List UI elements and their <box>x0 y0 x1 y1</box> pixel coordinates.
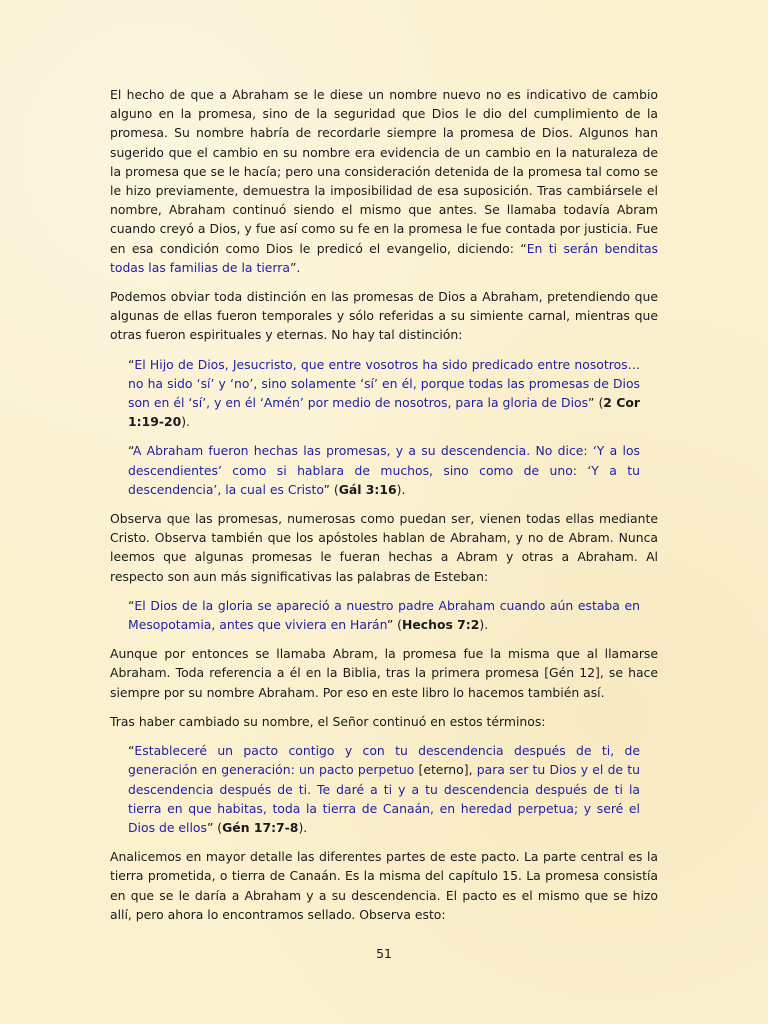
quote-1-close: ” ( <box>588 395 604 411</box>
quote-4-open: “ <box>128 743 135 759</box>
quote-3-end: ). <box>479 617 489 633</box>
quote-1-end: ). <box>181 414 190 430</box>
quote-4-text-a: Estableceré un pacto contigo y con tu descendencia después de ti, de generación en generación: un pacto perpetuo <box>128 743 640 778</box>
quote-4 <box>128 741 640 837</box>
paragraph-3: Observa que las promesas, numerosas como puedan ser, vienen todas ellas mediante Cristo. Observa también que los apóstoles hablan de Abraham, y no de Abram. Nunca leemos que algunas promesas le fueran hechas a Abram y otras a Abraham. Al respecto son aun más significativas las palabras de Esteban: <box>110 511 658 584</box>
quote-4-reference: Gén 17:7-8 <box>222 819 299 835</box>
quote-1-open: “ <box>128 356 135 372</box>
quote-4-close: ” ( <box>206 819 223 835</box>
page-number: 51 <box>376 946 392 961</box>
quote-2-end: ). <box>396 481 406 497</box>
quote-1-reference: 2 Cor 1:19-20 <box>128 395 640 430</box>
quote-4-insert: [eterno], <box>414 762 477 778</box>
quote-1-text: El Hijo de Dios, Jesucristo, que entre vosotros ha sido predicado entre nosotros… no ha sido ‘sí’ y ‘no’, sino solamente ‘sí’ en él, porque todas las promesas de Dios son en él ‘sí’, y en él ‘Amén’ por medio de nosotros, para la gloria de Dios <box>128 356 640 411</box>
quote-4-text-b: para ser tu Dios y el de tu descendencia después de ti. Te daré a ti y a tu descendencia después de ti la tierra en que habitas, toda la tierra de Canaán, en heredad perpetua; y seré el Dios de ellos <box>128 762 640 835</box>
paragraph-4: Aunque por entonces se llamaba Abram, la promesa fue la misma que al llamarse Abraham. Toda referencia a él en la Biblia, tras la primera promesa [Gén 12], se hace siempre por su nombre Abraham. Por eso en este libro lo hacemos también así. <box>110 646 658 700</box>
paragraph-5: Tras haber cambiado su nombre, el Señor continuó en estos términos: <box>110 713 546 729</box>
paragraph-2: Podemos obviar toda distinción en las promesas de Dios a Abraham, pretendiendo que algunas de ellas fueron temporales y sólo referidas a su simiente carnal, mientras que otras fueron espirituales y eternas. No hay tal distinción: <box>110 289 658 343</box>
quote-3-reference: Hechos 7:2 <box>402 617 480 633</box>
paragraph-1-quote: En ti serán benditas todas las familias de la tierra <box>110 240 658 275</box>
quote-2-close: ” ( <box>323 481 339 497</box>
quote-2 <box>128 441 640 499</box>
quote-3-text: El Dios de la gloria se apareció a nuestro padre Abraham cuando aún estaba en Mesopotamia, antes que viviera en Harán <box>128 597 640 633</box>
quote-3 <box>128 596 640 634</box>
paragraph-1-text: El hecho de que a Abraham se le diese un nombre nuevo no es indicativo de cambio alguno en la promesa, sino de la seguridad que Dios le dio del cumplimiento de la promesa. Su nombre habría de recordarle siempre la promesa de Dios. Algunos han sugerido que el cambio en su nombre era evidencia de un cambio en la naturaleza de la promesa que se le hacía; pero una consideración detenida de la promesa tal como se le hizo previamente, demuestra la imposibilidad de esa suposición. Tras cambiársele el nombre, Abraham continuó siendo el mismo que antes. Se llamaba todavía Abram cuando creyó a Dios, y fue así como su fe en la promesa le fue contada por justicia. Fue en esa condición como Dios le predicó el evangelio, diciendo: “ <box>110 87 658 256</box>
paragraph-1-end: ”. <box>289 259 301 275</box>
quote-4-end: ). <box>298 819 308 835</box>
paragraph-1 <box>110 85 658 277</box>
page-content <box>110 85 658 934</box>
quote-2-text: A Abraham fueron hechas las promesas, y a su descendencia. No dice: ‘Y a los descendientes’ como si hablara de muchos, sino como de uno: ‘Y a tu descendencia’, la cual es Cristo <box>128 443 640 497</box>
quote-3-close: ” ( <box>386 617 403 633</box>
quote-2-open: “ <box>128 443 133 459</box>
quote-2-reference: Gál 3:16 <box>338 481 397 497</box>
quote-1 <box>128 355 640 432</box>
paragraph-6: Analicemos en mayor detalle las diferentes partes de este pacto. La parte central es la tierra prometida, o tierra de Canaán. Es la misma del capítulo 15. La promesa consistía en que se le daría a Abraham y a su descendencia. El pacto es el mismo que se hizo allí, pero ahora lo encontramos sellado. Observa esto: <box>110 849 658 922</box>
quote-3-open: “ <box>128 597 135 613</box>
